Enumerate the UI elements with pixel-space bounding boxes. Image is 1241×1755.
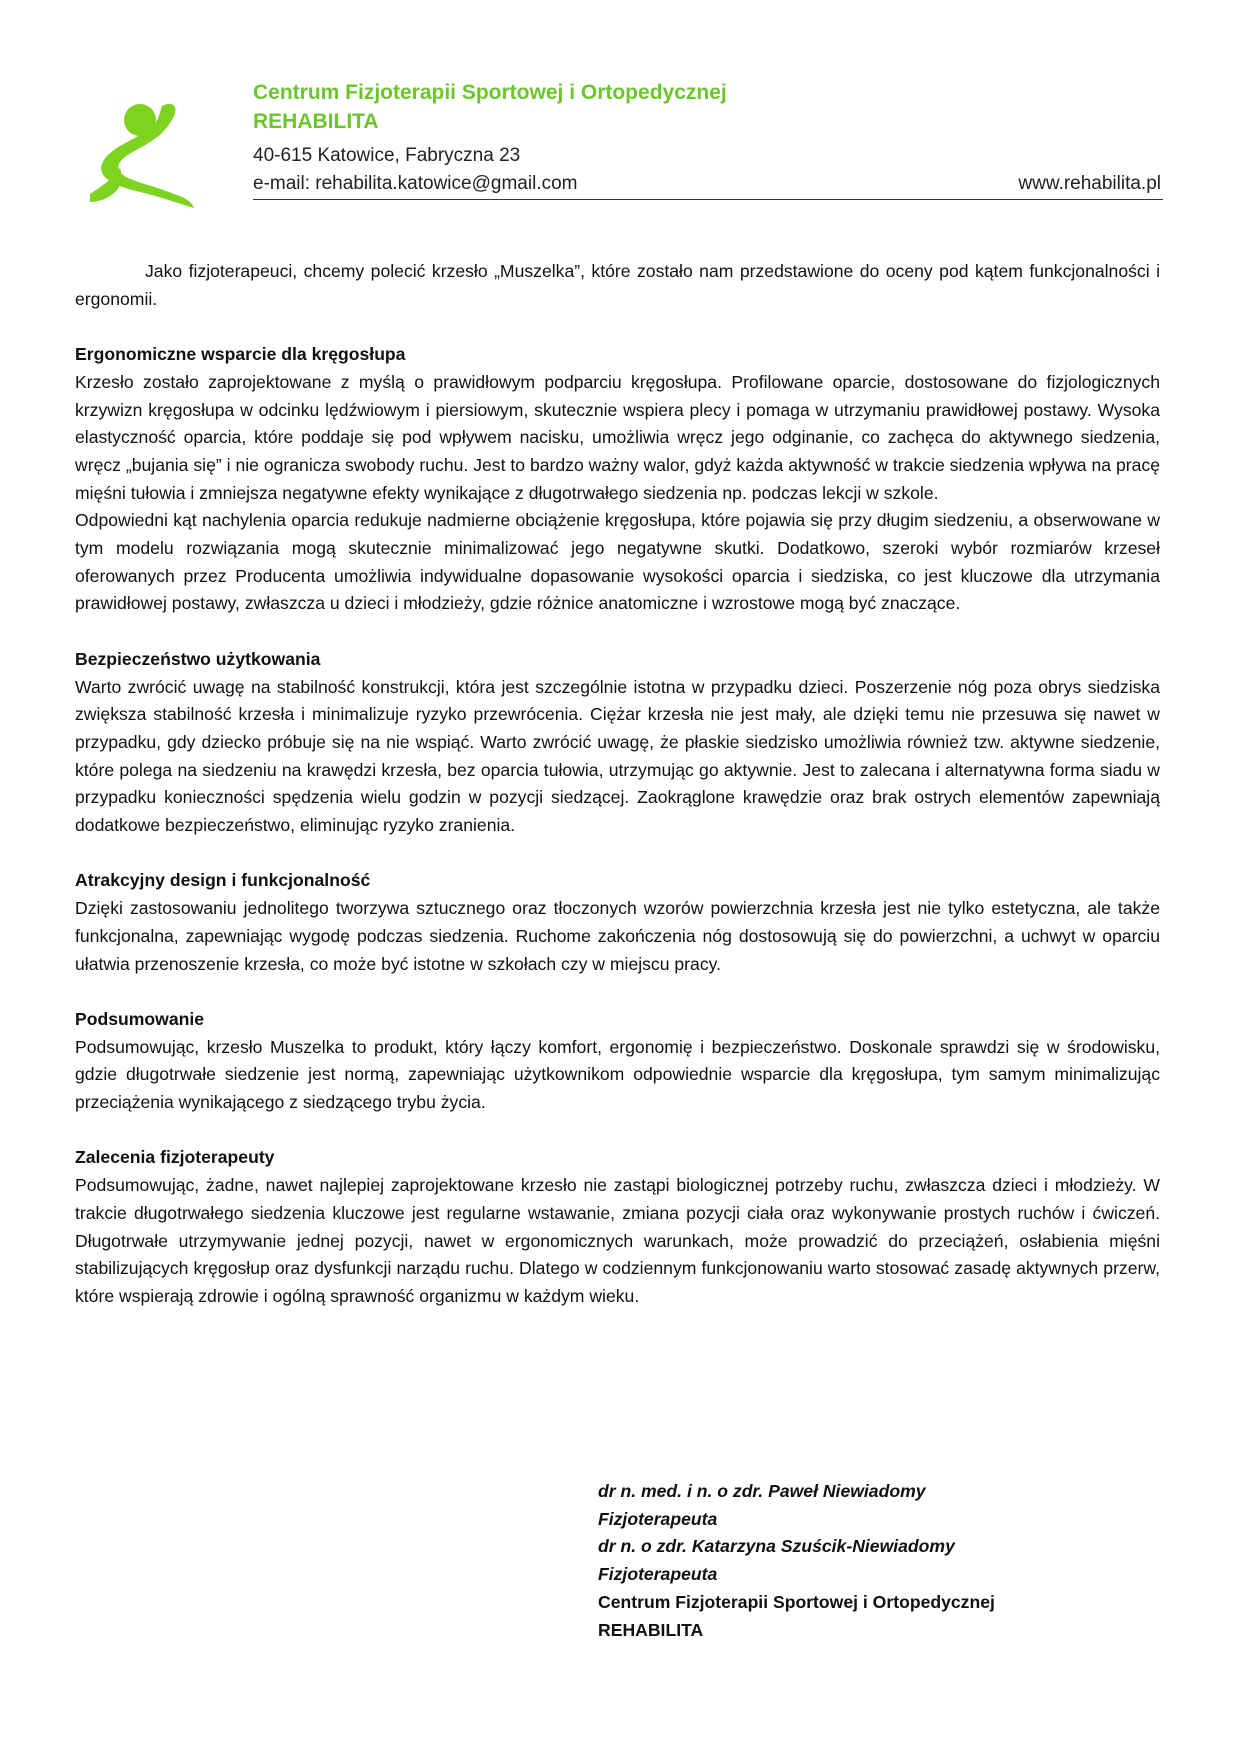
signature-org-short: REHABILITA xyxy=(598,1619,704,1640)
letterhead xyxy=(0,0,1241,215)
section-safety xyxy=(75,646,1160,840)
org-name: Centrum Fizjoterapii Sportowej i Ortopedycznej xyxy=(253,81,727,104)
signatory-role: Fizjoterapeuta xyxy=(598,1564,718,1585)
address: 40-615 Katowice, Fabryczna 23 xyxy=(253,145,521,166)
section-paragraph: Odpowiedni kąt nachylenia oparcia redukuje nadmierne obciążenie kręgosłupa, które pojawia się przy długim siedzeniu, a obserwowane w tym modelu rozwiązania mogą skutecznie minimalizować jego negatywne skutki. Dodatkowo, szeroki wybór rozmiarów krzeseł oferowanych przez Producenta umożliwia indywidualne dopasowanie wysokości oparcia i siedziska, co jest kluczowe dla utrzymania prawidłowej postawy, zwłaszcza u dzieci i młodzieży, gdzie różnice anatomiczne i wzrostowe mogą być znaczące. xyxy=(75,510,1160,614)
section-paragraph: Warto zwrócić uwagę na stabilność konstrukcji, która jest szczególnie istotna w przypadku dzieci. Poszerzenie nóg poza obrys siedziska zwiększa stabilność krzesła i minimalizuje ryzyko przewrócenia. Ciężar krzesła nie jest mały, ale dzięki temu nie przesuwa się nawet w przypadku, gdy dziecko próbuje się na nie wspiąć. Warto zwrócić uwagę, że płaskie siedzisko umożliwia również tzw. aktywne siedzenie, które polega na siedzeniu na krawędzi krzesła, bez oparcia tułowia, utrzymując go aktywnie. Jest to zalecana i alternatywna forma siadu w przypadku konieczności spędzenia wielu godzin w pozycji siedzącej. Zaokrąglone krawędzie oraz brak ostrych elementów zapewniają dodatkowe bezpieczeństwo, eliminując ryzyko zranienia. xyxy=(75,676,1160,836)
section-paragraph: Podsumowując, krzesło Muszelka to produkt, który łączy komfort, ergonomię i bezpieczeństwo. Doskonale sprawdzi się w środowisku, gdzie długotrwałe siedzenie jest normą, zapewniając użytkownikom odpowiednie wsparcie dla kręgosłupa, tym samym minimalizując przeciążenia wynikającego z siedzącego trybu życia. xyxy=(75,1036,1160,1113)
intro-paragraph: Jako fizjoterapeuci, chcemy polecić krzesło „Muszelka”, które zostało nam przedstawione do oceny pod kątem funkcjonalności i ergonomii. xyxy=(75,261,1160,309)
section-paragraph: Dzięki zastosowaniu jednolitego tworzywa sztucznego oraz tłoczonych wzorów powierzchnia krzesła jest nie tylko estetyczna, ale także funkcjonalna, zapewniając wygodę podczas siedzenia. Ruchome zakończenia nóg dostosowują się do powierzchni, a uchwyt w oparciu ułatwia przenoszenie krzesła, co może być istotne w szkołach czy w miejscu pracy. xyxy=(75,898,1160,974)
signatory-role: Fizjoterapeuta xyxy=(598,1508,718,1529)
signature-block xyxy=(598,1478,995,1644)
section-summary xyxy=(75,1006,1160,1117)
section-title: Ergonomiczne wsparcie dla kręgosłupa xyxy=(75,344,406,365)
section-title: Podsumowanie xyxy=(75,1008,205,1029)
signatory-name: dr n. med. i n. o zdr. Paweł Niewiadomy xyxy=(598,1481,926,1501)
section-design xyxy=(75,867,1160,978)
signature-org-name: Centrum Fizjoterapii Sportowej i Ortopedycznej xyxy=(598,1591,995,1612)
letter-body xyxy=(75,258,1160,1311)
section-paragraph: Podsumowując, żadne, nawet najlepiej zaprojektowane krzesło nie zastąpi biologicznej potrzeby ruchu, zwłaszcza dzieci i młodzieży. W trakcie długotrwałego siedzenia kluczowe jest regularne wstawanie, zmiana pozycji ciała oraz wykonywanie prostych ruchów i ćwiczeń. Długotrwałe utrzymywanie jednej pozycji, nawet w ergonomicznych warunkach, może prowadzić do przeciążeń, osłabienia mięśni stabilizujących kręgosłup oraz dysfunkcji narządu ruchu. Dlatego w codziennym funkcjonowaniu warto stosować zasadę aktywnych przerw, które wspierają zdrowie i ogólną sprawność organizmu w każdym wieku. xyxy=(75,1175,1160,1306)
org-short-name: REHABILITA xyxy=(253,110,379,133)
section-ergonomics xyxy=(75,341,1160,618)
section-recommendations xyxy=(75,1144,1160,1310)
email-address[interactable]: e-mail: rehabilita.katowice@gmail.com xyxy=(253,173,578,194)
header-divider xyxy=(253,199,1163,200)
signatory-name: dr n. o zdr. Katarzyna Szuścik-Niewiadomy xyxy=(598,1536,955,1557)
running-figure-logo-icon xyxy=(90,98,220,210)
section-title: Zalecenia fizjoterapeuty xyxy=(75,1147,275,1168)
section-paragraph: Krzesło zostało zaprojektowane z myślą o prawidłowym podparciu kręgosłupa. Profilowane oparcie, dostosowane do fizjologicznych krzywizn kręgosłupa w odcinku lędźwiowym i piersiowym, skutecznie wspiera plecy i pomaga w utrzymaniu prawidłowej postawy. Wysoka elastyczność oparcia, które poddaje się pod wpływem nacisku, umożliwia wręcz jego odginanie, co zachęca do aktywnego siedzenia, wręcz „bujania się” i nie ogranicza swobody ruchu. Jest to bardzo ważny walor, gdyż każda aktywność w trakcie siedzenia wpływa na pracę mięśni tułowia i zmniejsza negatywne efekty wynikające z długotrwałego siedzenia np. podczas lekcji w szkole. xyxy=(75,371,1160,503)
section-title: Atrakcyjny design i funkcjonalność xyxy=(75,870,371,891)
website-link[interactable]: www.rehabilita.pl xyxy=(1018,173,1161,194)
section-title: Bezpieczeństwo użytkowania xyxy=(75,648,321,669)
